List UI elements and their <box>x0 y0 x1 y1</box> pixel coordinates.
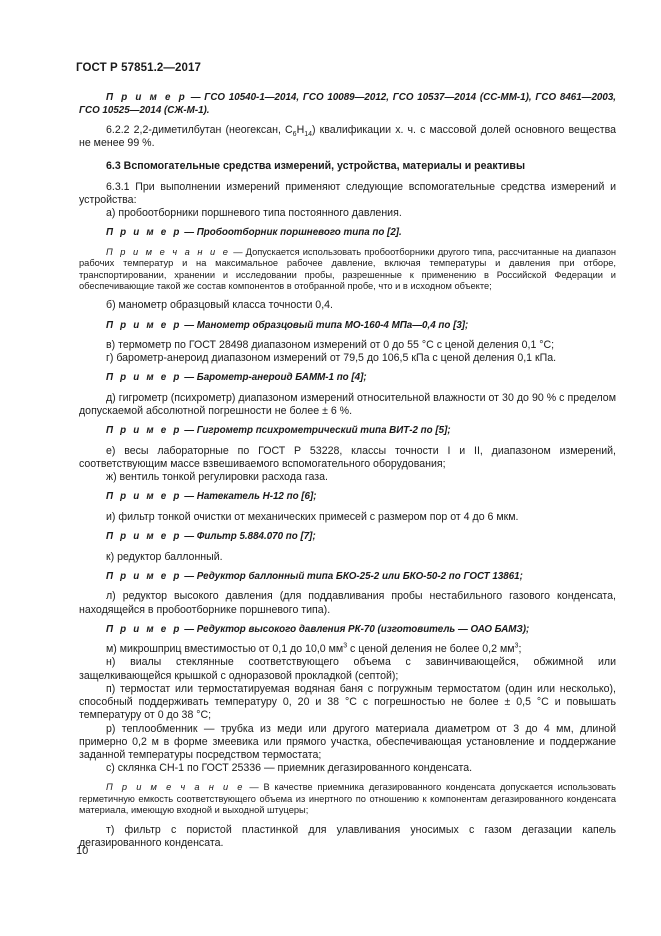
note-label: П р и м е ч а н и е <box>106 246 231 257</box>
text-run: п) термостат или термостатируемая водяная баня с погружным термостатом (один или несколько), способный поддерживать температуру 0, 20 и 38 °С с погрешностью не более ± 0,5 °С и повышать температуру от 0 до 38 °С; <box>79 682 616 722</box>
text-run: т) фильтр с пористой пластинкой для улавливания уносимых с газом дегазации капель дегазированного конденсата. <box>79 823 616 849</box>
text-run: — Допускается использовать пробоотборники другого типа, рассчитанные на диапазон рабочих температур и на максимальное рабочее давление, включая температуры и давления при отборе, транспортировании, хранении и исследовании пробы, разрешенные к применению в Российской Федерации и обеспечивающие такой же состав компонентов в отобранной пробе, что и в исходном объекте; <box>79 246 617 291</box>
page-header: ГОСТ Р 57851.2—2017 <box>76 62 201 74</box>
note-paragraph <box>79 247 616 293</box>
paragraph <box>79 762 616 775</box>
example-paragraph <box>79 624 616 637</box>
text-run: ж) вентиль тонкой регулировки расхода газа. <box>106 471 328 484</box>
paragraph <box>79 471 616 484</box>
paragraph <box>79 445 616 471</box>
paragraph <box>79 392 616 418</box>
text-run: в) термометр по ГОСТ 28498 диапазоном измерений от 0 до 55 °С с ценой деления 0,1 °С; <box>106 339 555 352</box>
example-paragraph <box>79 372 616 385</box>
text-run: — В качестве приемника дегазированного конденсата допускается использовать герметичную емкость соответствующего объема из инертного по отношению к компонентам дегазированного конденсата материала, имеющую входной и выходной штуцеры; <box>79 782 617 816</box>
text-run: — Гигрометр психрометрический типа ВИТ-2 по [5]; <box>181 425 451 437</box>
paragraph <box>79 299 616 312</box>
subscript: 14 <box>304 131 313 139</box>
example-label: П р и м е р <box>106 425 182 437</box>
example-label: П р и м е р <box>106 92 187 103</box>
text-run: 6.3 Вспомогательные средства измерений, устройства, материалы и реактивы <box>106 160 525 173</box>
paragraph <box>79 352 616 365</box>
example-label: П р и м е р <box>106 491 182 503</box>
text-run: ) квалификации х. ч. с массовой долей основного вещества не менее 99 %. <box>79 124 616 150</box>
text-run: — Фильтр 5.884.070 по [7]; <box>181 531 316 543</box>
paragraph <box>79 590 616 616</box>
superscript: 3 <box>343 642 348 650</box>
example-paragraph <box>79 227 616 240</box>
example-paragraph <box>79 320 616 333</box>
example-label: П р и м е р <box>106 227 182 239</box>
text-run: 6.2.2 2,2-диметилбутан (неогексан, C <box>106 124 293 136</box>
text-run: а) пробоотборники поршневого типа постоянного давления. <box>106 207 402 220</box>
paragraph <box>79 339 616 352</box>
text-run: б) манометр образцовый класса точности 0,4. <box>106 299 333 312</box>
text-run: — Пробоотборник поршневого типа по [2]. <box>181 227 402 239</box>
paragraph <box>79 656 616 682</box>
subscript: 6 <box>292 131 297 139</box>
text-run: е) весы лабораторные по ГОСТ Р 53228, классы точности I и II, диапазоном измерений, соответствующим массе взвешиваемого вспомогательного оборудования; <box>79 444 616 471</box>
example-paragraph <box>79 92 616 117</box>
example-label: П р и м е р <box>106 570 182 582</box>
example-label: П р и м е р <box>106 531 182 543</box>
paragraph <box>79 824 616 850</box>
example-paragraph <box>79 571 616 584</box>
paragraph <box>79 643 616 656</box>
text-run: H <box>296 124 305 136</box>
paragraph <box>79 124 616 150</box>
text-run: — Редуктор баллонный типа БКО-25-2 или БКО-50-2 по ГОСТ 13861; <box>181 570 523 582</box>
section-heading <box>79 160 616 173</box>
paragraph <box>79 511 616 524</box>
text-run: — ГСО 10540-1—2014, ГСО 10089—2012, ГСО 10537—2014 (СС-ММ-1), ГСО 8461—2003, ГСО 10525—2014 (СЖ-М-1). <box>79 92 616 116</box>
example-paragraph <box>79 531 616 544</box>
page-number: 10 <box>76 845 89 857</box>
text-run: к) редуктор баллонный. <box>106 550 223 563</box>
example-paragraph <box>79 491 616 504</box>
text-run: и) фильтр тонкой очистки от механических примесей с размером пор от 4 до 6 мкм. <box>106 510 519 523</box>
text-run: 6.3.1 При выполнении измерений применяют следующие вспомогательные средства измерений и устройства: <box>79 180 616 206</box>
text-run: р) теплообменник — трубка из меди или другого материала диаметром от 3 до 4 мм, длиной примерно 0,2 м в форме змеевика или прямого участка, обеспечивающая установление и поддержание заданной температуры посредством термостата; <box>79 722 616 761</box>
superscript: 3 <box>514 642 519 650</box>
example-paragraph <box>79 425 616 438</box>
text-run: — Барометр-анероид БАММ-1 по [4]; <box>181 372 367 384</box>
paragraph <box>79 181 616 207</box>
text-run: ; <box>518 643 522 656</box>
text-run: с) склянка СН-1 по ГОСТ 25336 — приемник дегазированного конденсата. <box>106 762 473 775</box>
paragraph <box>79 207 616 220</box>
text-run: — Натекатель Н-12 по [6]; <box>181 491 317 503</box>
text-run: — Манометр образцовый типа МО-160-4 МПа—0,4 по [3]; <box>181 319 469 331</box>
text-run: н) виалы стеклянные соответствующего объема с завинчивающейся, обжимной или защелкивающейся крышкой с одноразовой прокладкой (септой); <box>79 656 616 682</box>
note-paragraph <box>79 782 616 816</box>
text-run: л) редуктор высокого давления (для поддавливания пробы нестабильного газового конденсата, находящейся в пробоотборнике поршневого типа). <box>79 590 616 616</box>
text-run: м) микрошприц вместимостью от 0,1 до 10,0 мм <box>106 643 344 656</box>
example-label: П р и м е р <box>106 319 182 331</box>
text-run: — Редуктор высокого давления РК-70 (изготовитель — ОАО БАМЗ); <box>181 623 530 635</box>
example-label: П р и м е р <box>106 623 182 635</box>
text-run: д) гигрометр (психрометр) диапазоном измерений относительной влажности от 30 до 90 % с пределом допускаемой абсолютной погрешности не более ± 6 %. <box>79 391 616 418</box>
text-run: с ценой деления не более 0,2 мм <box>347 643 515 656</box>
note-label: П р и м е ч а н и е <box>106 782 245 793</box>
example-label: П р и м е р <box>106 372 182 384</box>
paragraph <box>79 551 616 564</box>
document-body <box>79 92 616 850</box>
paragraph <box>79 723 616 763</box>
paragraph <box>79 683 616 723</box>
text-run: г) барометр-анероид диапазоном измерений от 79,5 до 106,5 кПа с ценой деления 0,1 кПа. <box>106 352 557 365</box>
